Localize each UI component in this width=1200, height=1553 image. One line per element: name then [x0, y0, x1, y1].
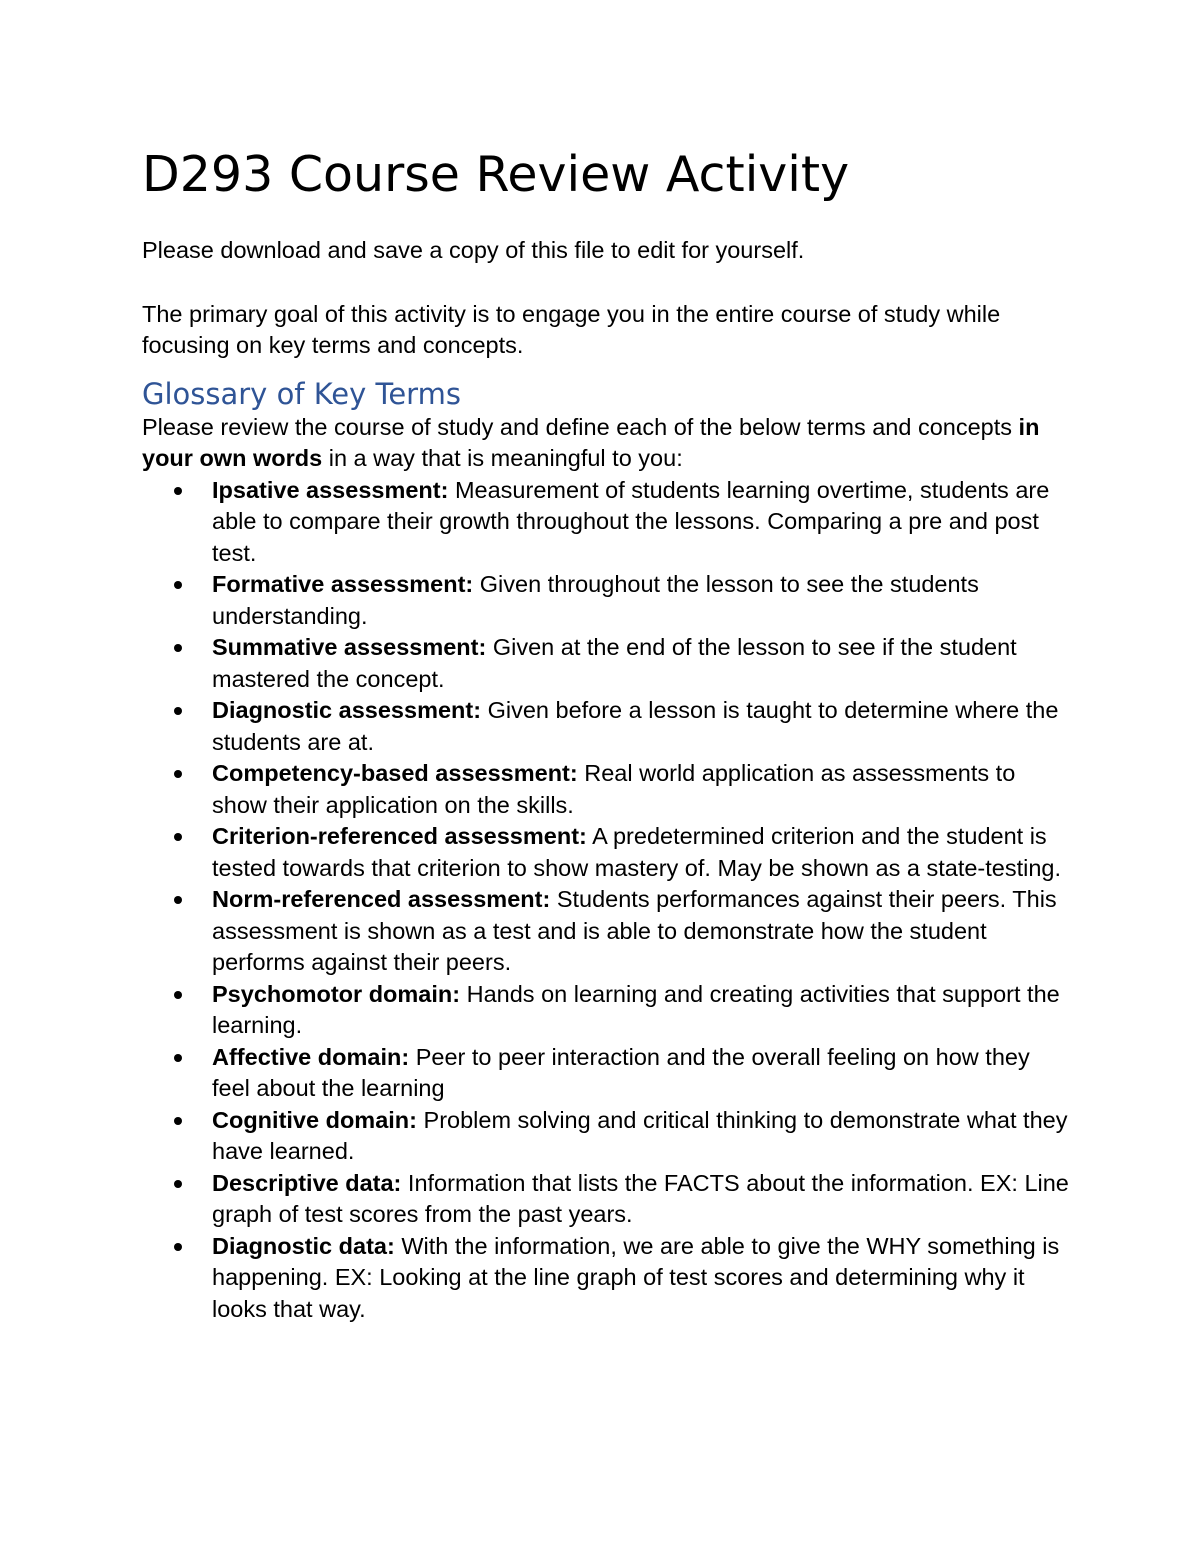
term-definition: Given at the end of the lesson to see if the student mastered the concept. [212, 634, 1017, 692]
bullet-icon [174, 475, 184, 507]
term-label: Psychomotor domain: [212, 980, 461, 1007]
bullet-icon [174, 695, 184, 727]
term-label: Diagnostic data: [212, 1232, 395, 1259]
glossary-term-list [142, 475, 1072, 1326]
term-definition: Information that lists the FACTS about the information. EX: Line graph of test scores from the past years. [212, 1169, 1069, 1227]
list-item [142, 632, 1072, 695]
bullet-icon [174, 1231, 184, 1263]
term-definition: Problem solving and critical thinking to demonstrate what they have learned. [212, 1106, 1068, 1164]
term-label: Descriptive data: [212, 1169, 402, 1196]
glossary-intro-text: Please review the course of study and define each of the below terms and concepts [142, 413, 1019, 440]
bullet-icon [174, 1105, 184, 1137]
list-item [142, 569, 1072, 632]
bullet-icon [174, 1168, 184, 1200]
term-label: Affective domain: [212, 1043, 410, 1070]
term-definition: Measurement of students learning overtime, students are able to compare their growth throughout the lessons. Comparing a pre and post test. [212, 476, 1050, 566]
bullet-icon [174, 821, 184, 853]
glossary-intro-emphasis: in your own words [142, 413, 1040, 471]
glossary-intro [142, 412, 1072, 475]
term-definition: Given before a lesson is taught to determine where the students are at. [212, 697, 1059, 755]
bullet-icon [174, 758, 184, 790]
glossary-heading: Glossary of Key Terms [142, 376, 461, 411]
instruction-paragraph: Please download and save a copy of this file to edit for yourself. [142, 237, 805, 263]
list-item [142, 1168, 1072, 1231]
document-title: D293 Course Review Activity [142, 146, 850, 203]
term-label: Norm-referenced assessment: [212, 886, 551, 912]
term-label: Summative assessment: [212, 634, 487, 660]
list-item [142, 821, 1072, 884]
term-definition: Real world application as assessments to show their application on the skills. [212, 760, 1016, 818]
list-item [142, 884, 1072, 979]
goal-paragraph: The primary goal of this activity is to engage you in the entire course of study while focusing on key terms and concepts. [142, 300, 1001, 358]
list-item [142, 979, 1072, 1042]
list-item [142, 695, 1072, 758]
document-page [142, 140, 1072, 1325]
term-definition: Hands on learning and creating activities that support the learning. [212, 980, 1060, 1038]
list-item [142, 1231, 1072, 1326]
list-item [142, 475, 1072, 570]
term-label: Criterion-referenced assessment: [212, 823, 587, 849]
bullet-icon [174, 979, 184, 1011]
term-definition: Peer to peer interaction and the overall feeling on how they feel about the learning [212, 1043, 1030, 1101]
bullet-icon [174, 569, 184, 601]
glossary-intro-text-end: in a way that is meaningful to you: [322, 445, 683, 471]
list-item [142, 1105, 1072, 1168]
paragraph-spacer [142, 267, 1072, 299]
term-label: Competency-based assessment: [212, 760, 578, 786]
term-definition: Given throughout the lesson to see the students understanding. [212, 571, 979, 629]
term-label: Ipsative assessment: [212, 476, 449, 503]
term-definition: Students performances against their peers. This assessment is shown as a test and is able to demonstrate how the student performs against their peers. [212, 886, 1057, 975]
bullet-icon [174, 884, 184, 916]
heading-spacer [142, 362, 1072, 376]
list-item [142, 1042, 1072, 1105]
term-label: Diagnostic assessment: [212, 697, 482, 723]
term-definition: A predetermined criterion and the student is tested towards that criterion to show mastery of. May be shown as a state-testing. [212, 823, 1062, 881]
bullet-icon [174, 1042, 184, 1074]
term-label: Cognitive domain: [212, 1106, 417, 1133]
term-label: Formative assessment: [212, 571, 474, 597]
term-definition: With the information, we are able to give the WHY something is happening. EX: Looking at the line graph of test scores and determining why it looks that way. [212, 1232, 1060, 1322]
bullet-icon [174, 632, 184, 664]
list-item [142, 758, 1072, 821]
